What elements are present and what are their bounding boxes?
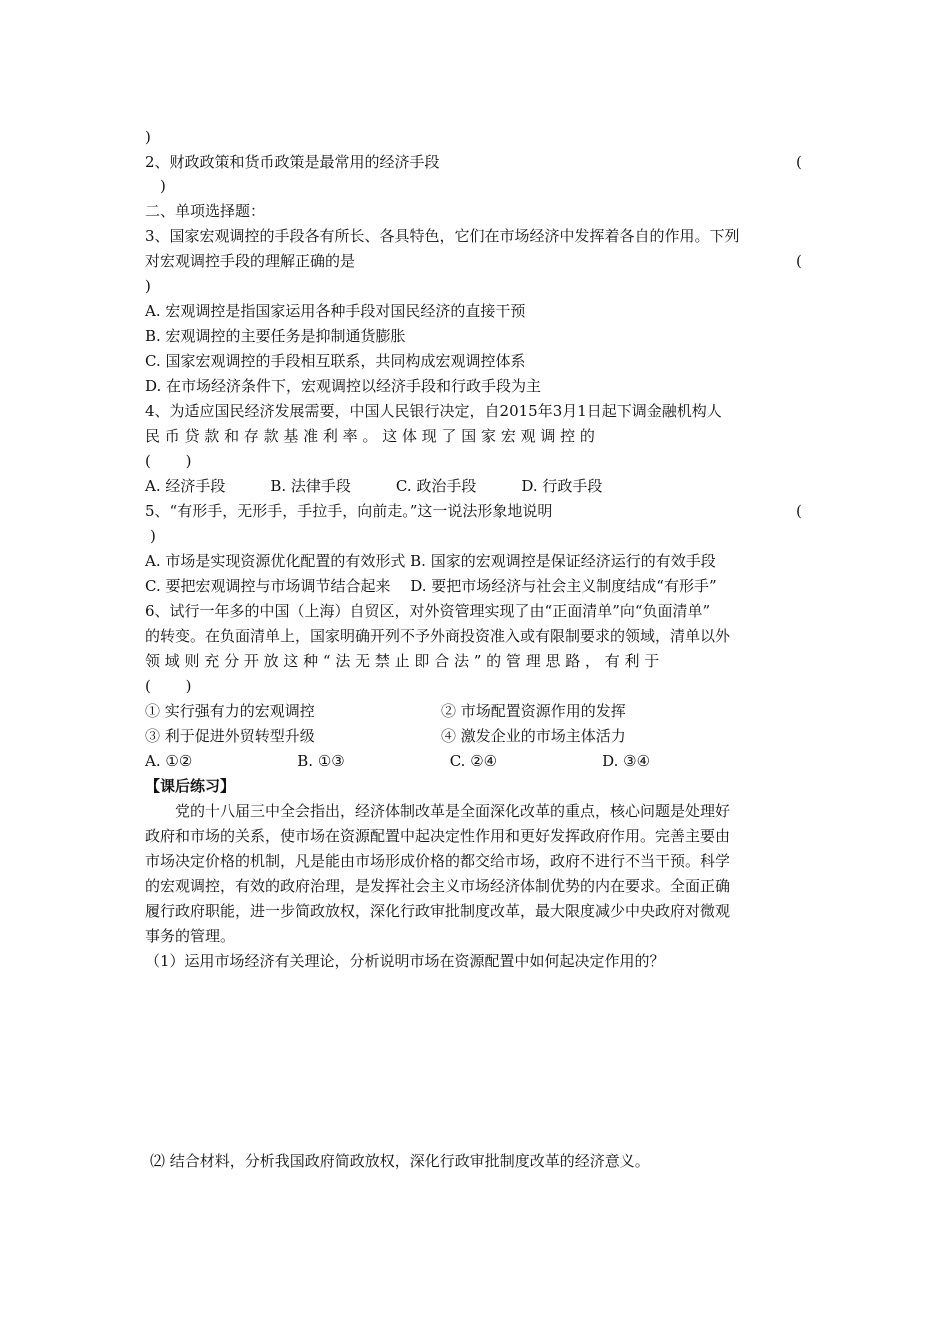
- material-line-6: 事务的管理。: [145, 927, 236, 945]
- question-3-option-b: B. 宏观调控的主要任务是抑制通货膨胀: [145, 327, 406, 345]
- answer-paren-close: ): [145, 277, 151, 295]
- answer-paren-open: (: [796, 252, 802, 270]
- answer-paren-close: ): [150, 527, 156, 545]
- question-6-line-2: 的转变。在负面清单上，国家明确开列不予外商投资准入或有限制要求的领域，清单以外: [145, 627, 731, 645]
- question-3-option-a: A. 宏观调控是指国家运用各种手段对国民经济的直接干预: [145, 302, 526, 320]
- material-line-2: 政府和市场的关系，使市场在资源配置中起决定性作用和更好发挥政府作用。完善主要由: [145, 827, 731, 845]
- answer-paren-open: (: [796, 502, 802, 520]
- question-6-line-3: 领 域 则 充 分 开 放 这 种 “ 法 无 禁 止 即 合 法 ” 的 管 理 思 路 ， 有 利 于: [145, 652, 660, 670]
- material-line-1: 党的十八届三中全会指出，经济体制改革是全面深化改革的重点，核心问题是处理好: [145, 802, 731, 820]
- question-5-options-cd: C. 要把宏观调控与市场调节结合起来 D. 要把市场经济与社会主义制度结成“有形手”: [145, 577, 717, 595]
- question-3-line-1: 3、国家宏观调控的手段各有所长、各具特色，它们在市场经济中发挥着各自的作用。下列: [145, 227, 740, 245]
- material-line-4: 的宏观调控，有效的政府治理，是发挥社会主义市场经济体制优势的内在要求。全面正确: [145, 877, 731, 895]
- answer-paren: ( ): [145, 452, 192, 470]
- paren-close-line: ): [145, 128, 151, 146]
- section-heading-after-class: 【课后练习】: [145, 777, 236, 795]
- question-4-line-1: 4、为适应国民经济发展需要，中国人民银行决定，自2015年3月1日起下调金融机构人: [145, 402, 722, 420]
- answer-paren: ( ): [145, 677, 192, 695]
- sub-question-2: ⑵ 结合材料，分析我国政府简政放权，深化行政审批制度改革的经济意义。: [150, 1152, 650, 1170]
- section-heading-single-choice: 二、单项选择题：: [145, 202, 266, 220]
- material-line-3: 市场决定价格的机制，凡是能由市场形成价格的都交给市场，政府不进行不当干预。科学: [145, 852, 731, 870]
- question-4-options: A. 经济手段 B. 法律手段 C. 政治手段 D. 行政手段: [145, 477, 603, 495]
- question-6-statement-2: ② 市场配置资源作用的发挥: [441, 702, 626, 720]
- question-6-statement-1: ① 实行强有力的宏观调控: [145, 702, 315, 720]
- question-3-option-d: D. 在市场经济条件下，宏观调控以经济手段和行政手段为主: [145, 377, 542, 395]
- question-6-statement-3: ③ 利于促进外贸转型升级: [145, 727, 315, 745]
- question-5: 5、“有形手，无形手，手拉手，向前走。”这一说法形象地说明: [145, 502, 553, 520]
- question-6-line-1: 6、试行一年多的中国（上海）自贸区，对外资管理实现了由“正面清单”向“负面清单”: [145, 602, 711, 620]
- question-5-options-ab: A. 市场是实现资源优化配置的有效形式 B. 国家的宏观调控是保证经济运行的有效手段: [145, 552, 716, 570]
- answer-paren-open: (: [796, 153, 802, 171]
- answer-paren-close: ): [160, 177, 166, 195]
- question-4-line-2: 民 币 贷 款 和 存 款 基 准 利 率 。 这 体 现 了 国 家 宏 观 调 控 的: [145, 427, 595, 445]
- question-2: 2、财政政策和货币政策是最常用的经济手段: [145, 153, 440, 171]
- question-3-line-2: 对宏观调控手段的理解正确的是: [145, 252, 356, 270]
- question-3-option-c: C. 国家宏观调控的手段相互联系，共同构成宏观调控体系: [145, 352, 526, 370]
- question-6-statement-4: ④ 激发企业的市场主体活力: [441, 727, 626, 745]
- material-line-5: 履行政府职能，进一步简政放权，深化行政审批制度改革，最大限度减少中央政府对微观: [145, 902, 731, 920]
- sub-question-1: （1）运用市场经济有关理论，分析说明市场在资源配置中如何起决定作用的？: [145, 952, 665, 970]
- question-6-options: A. ①② B. ①③ C. ②④ D. ③④: [145, 752, 651, 770]
